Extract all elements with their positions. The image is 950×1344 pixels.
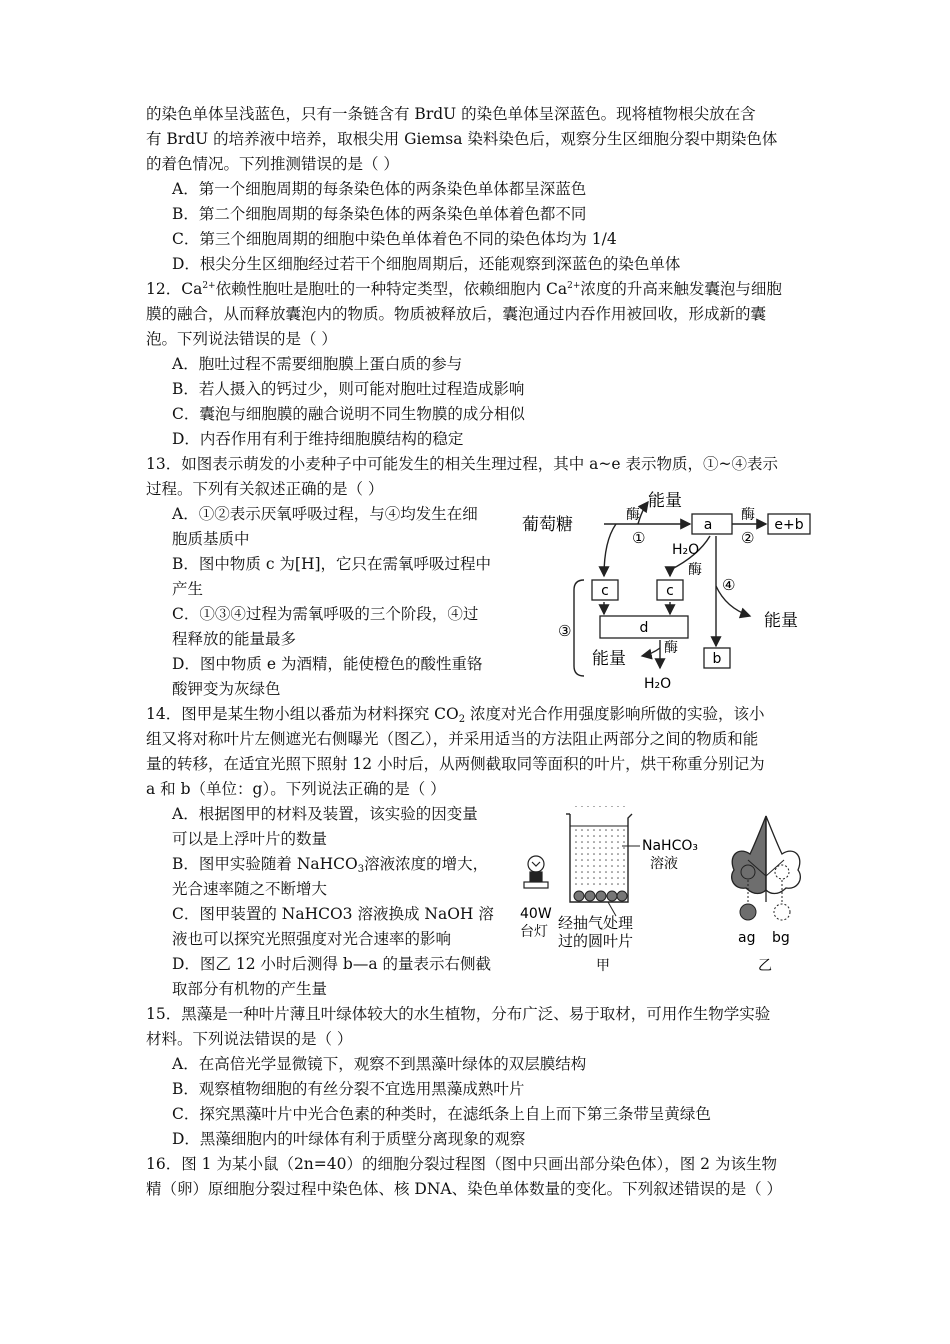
q13-option-c-line1: C．①③④过程为需氧呼吸的三个阶段，④过 bbox=[172, 605, 479, 623]
label-d: d bbox=[639, 620, 649, 636]
q15-option-d: D．黑藻细胞内的叶绿体有利于质壁分离现象的观察 bbox=[172, 1130, 526, 1148]
q15-option-c: C．探究黑藻叶片中光合色素的种类时，在滤纸条上自上而下第三条带呈黄绿色 bbox=[172, 1105, 711, 1123]
q11-stem-line1: 的染色单体呈浅蓝色，只有一条链含有 BrdU 的染色单体呈深蓝色。现将植物根尖放在含 bbox=[146, 105, 756, 123]
q16-stem-line1: 16．图 1 为某小鼠（2n=40）的细胞分裂过程图（图中只画出部分染色体），图 2 为该生物 bbox=[146, 1155, 777, 1173]
q13-option-a-line1: A．①②表示厌氧呼吸过程，与④均发生在细 bbox=[172, 505, 478, 523]
q13-option-c-line2: 程释放的能量最多 bbox=[172, 630, 297, 648]
q14-option-a-line1: A．根据图甲的材料及装置，该实验的因变量 bbox=[172, 805, 478, 823]
label-step-2: ② bbox=[741, 529, 755, 547]
q15-option-a: A．在高倍光学显微镜下，观察不到黑藻叶绿体的双层膜结构 bbox=[172, 1055, 587, 1073]
label-step-1: ① bbox=[632, 529, 646, 547]
label-h2o-out: H₂O bbox=[644, 676, 672, 692]
q16-stem-line2: 精（卵）原细胞分裂过程中染色体、核 DNA、染色单体数量的变化。下列叙述错误的是（ ） bbox=[146, 1180, 783, 1198]
q14-stem-line3: 量的转移，在适宜光照下照射 12 小时后，从两侧截取同等面积的叶片，烘干称重分别记为 bbox=[146, 755, 765, 773]
q11-stem-line3: 的着色情况。下列推测错误的是（ ） bbox=[146, 155, 399, 173]
q14-stem-line2: 组又将对称叶片左侧遮光右侧曝光（图乙），并采用适当的方法阻止两部分之间的物质和能 bbox=[146, 730, 759, 748]
label-step-3: ③ bbox=[558, 622, 572, 640]
label-eb: e+b bbox=[774, 517, 804, 533]
q14-stem-line1: 14．图甲是某生物小组以番茄为材料探究 $CO_2$ 浓度对光合作用强度影响所做的实验，该小 bbox=[146, 705, 765, 725]
label-disc-2: 过的圆叶片 bbox=[558, 932, 634, 950]
label-ag: ag bbox=[738, 930, 756, 946]
label-b: b bbox=[712, 651, 722, 667]
q13-option-d-line1: D．图中物质 e 为酒精，能使橙色的酸性重铬 bbox=[172, 655, 483, 673]
label-a: a bbox=[703, 517, 713, 533]
label-enzyme-1: 酶 bbox=[626, 507, 640, 523]
q13-option-b-line2: 产生 bbox=[172, 580, 204, 598]
q12-stem-line3: 泡。下列说法错误的是（ ） bbox=[146, 330, 337, 348]
label-h2o-in: H₂O bbox=[672, 542, 700, 558]
label-c1: c bbox=[601, 583, 609, 599]
q11-option-b: B．第二个细胞周期的每条染色体的两条染色单体着色都不同 bbox=[172, 205, 587, 223]
q12-option-d: D．内吞作用有利于维持细胞膜结构的稳定 bbox=[172, 430, 464, 448]
label-energy-1: 能量 bbox=[648, 491, 682, 511]
q14-option-c-line2: 液也可以探究光照强度对光合速率的影响 bbox=[172, 930, 452, 948]
q15-option-b: B．观察植物细胞的有丝分裂不宜选用黑藻成熟叶片 bbox=[172, 1080, 525, 1098]
label-yi: 乙 bbox=[758, 958, 772, 974]
q14-option-d-line2: 取部分有机物的产生量 bbox=[172, 980, 328, 998]
lamp-icon bbox=[524, 856, 548, 888]
q13-option-a-line2: 胞质基质中 bbox=[172, 530, 250, 548]
label-lamp: 台灯 bbox=[520, 924, 548, 940]
label-enzyme-2: 酶 bbox=[741, 507, 755, 523]
label-energy-3: 能量 bbox=[592, 649, 626, 669]
arrow-glucose-to-c1 bbox=[604, 524, 616, 576]
q12-option-c: C．囊泡与细胞膜的融合说明不同生物膜的成分相似 bbox=[172, 405, 525, 423]
label-energy-2: 能量 bbox=[764, 611, 798, 631]
photosynthesis-figure bbox=[516, 806, 816, 978]
label-jia: 甲 bbox=[596, 958, 610, 974]
q11-option-a: A．第一个细胞周期的每条染色体的两条染色单体都呈深蓝色 bbox=[172, 180, 587, 198]
q11-stem-line2: 有 BrdU 的培养液中培养，取根尖用 Giemsa 染料染色后，观察分生区细胞分裂中期染色体 bbox=[146, 130, 778, 148]
q14-option-c-line1: C．图甲装置的 NaHCO3 溶液换成 NaOH 溶 bbox=[172, 905, 494, 923]
label-lamp-power: 40W bbox=[520, 906, 552, 922]
label-disc-1: 经抽气处理 bbox=[558, 914, 634, 932]
label-enzyme-3: 酶 bbox=[688, 562, 702, 578]
q13-option-b-line1: B．图中物质 c 为[H]，它只在需氧呼吸过程中 bbox=[172, 555, 492, 573]
label-bg: bg bbox=[772, 930, 790, 946]
q14-option-d-line1: D．图乙 12 小时后测得 b—a 的量表示右侧截 bbox=[172, 955, 492, 973]
q15-stem-line2: 材料。下列说法错误的是（ ） bbox=[146, 1030, 353, 1048]
leaf-discs bbox=[574, 891, 627, 901]
q14-option-b-line1: B．图甲实验随着 NaHCO$_3$溶液浓度的增大， bbox=[172, 855, 489, 875]
solution-dots bbox=[575, 806, 625, 885]
q12-stem-line2: 膜的融合，从而释放囊泡内的物质。物质被释放后，囊泡通过内吞作用被回收，形成新的囊 bbox=[146, 305, 767, 323]
q14-stem-line4: a 和 b（单位：g）。下列说法正确的是（ ） bbox=[146, 780, 446, 798]
q11-option-d: D．根尖分生区细胞经过若干个细胞周期后，还能观察到深蓝色的染色单体 bbox=[172, 255, 681, 273]
q13-stem-line2: 过程。下列有关叙述正确的是（ ） bbox=[146, 480, 384, 498]
label-enzyme-4: 酶 bbox=[664, 640, 678, 656]
q12-stem-line1: 12．$Ca^{2+}$依赖性胞吐是胞吐的一种特定类型，依赖细胞内 $Ca^{2+}$浓度的升高来触发囊泡与细胞 bbox=[146, 280, 782, 298]
arrow-energy-3 bbox=[642, 648, 660, 656]
q14-option-a-line2: 可以是上浮叶片的数量 bbox=[172, 830, 328, 848]
q14-option-b-line2: 光合速率随之不断增大 bbox=[172, 880, 328, 898]
respiration-diagram bbox=[520, 486, 820, 696]
q15-stem-line1: 15．黑藻是一种叶片薄且叶绿体较大的水生植物，分布广泛、易于取材，可用作生物学实验 bbox=[146, 1005, 771, 1023]
label-step-4: ④ bbox=[722, 576, 736, 594]
bracket-3 bbox=[574, 580, 584, 676]
q12-option-a: A．胞吐过程不需要细胞膜上蛋白质的参与 bbox=[172, 355, 463, 373]
label-solution: 溶液 bbox=[650, 856, 678, 872]
q13-stem-line1: 13．如图表示萌发的小麦种子中可能发生的相关生理过程，其中 a~e 表示物质，①~④表示 bbox=[146, 455, 778, 473]
label-glucose: 葡萄糖 bbox=[522, 515, 573, 535]
label-nahco3: NaHCO₃ bbox=[642, 838, 698, 854]
q12-option-b: B．若人摄入的钙过少，则可能对胞吐过程造成影响 bbox=[172, 380, 525, 398]
q13-option-d-line2: 酸钾变为灰绿色 bbox=[172, 680, 281, 698]
label-c2: c bbox=[666, 583, 674, 599]
q11-option-c: C．第三个细胞周期的细胞中染色单体着色不同的染色体均为 1/4 bbox=[172, 230, 617, 248]
leaf-diagram bbox=[732, 816, 801, 920]
beaker-outline bbox=[570, 814, 632, 902]
